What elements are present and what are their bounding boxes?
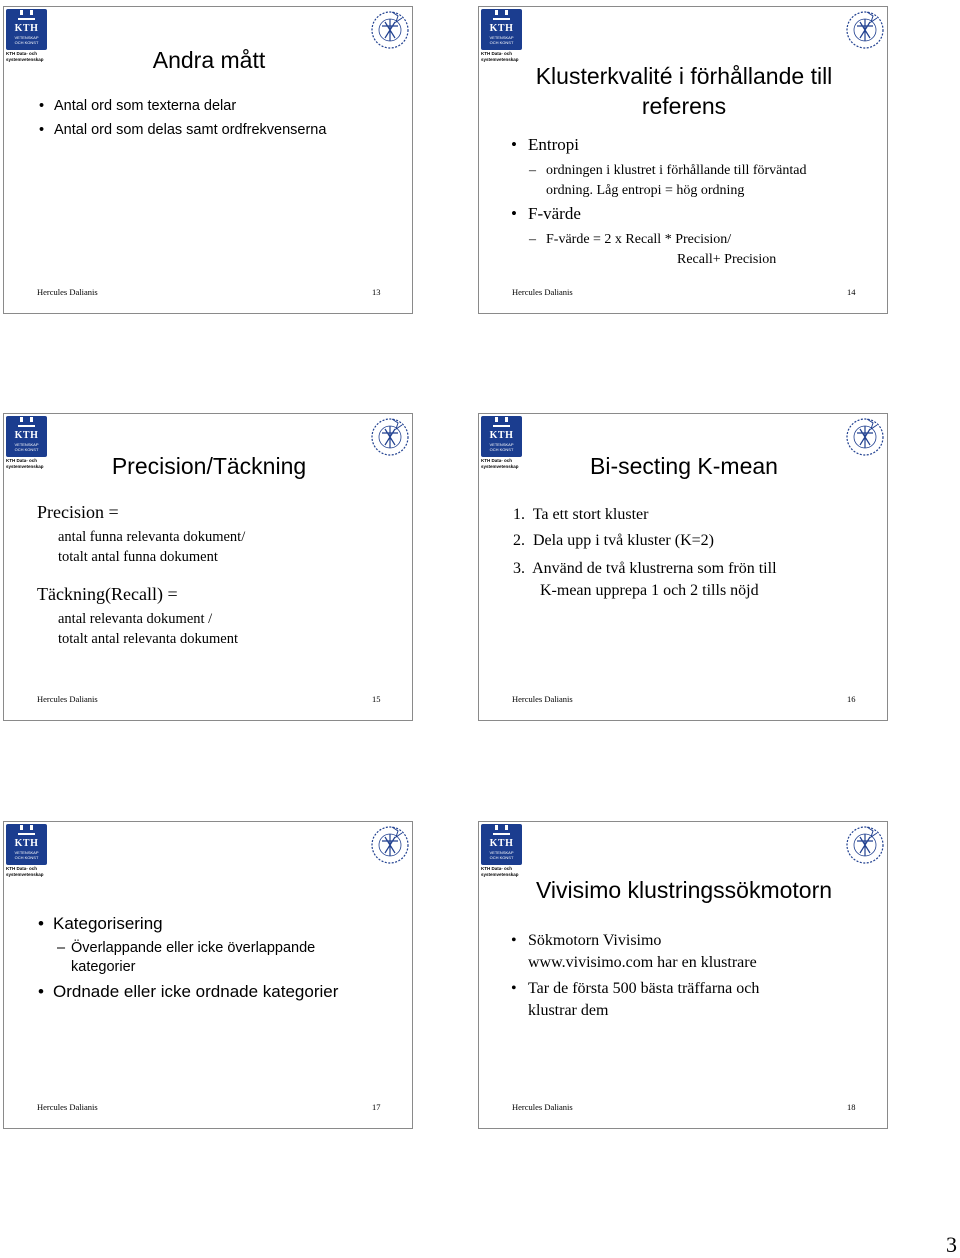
slide-14	[478, 6, 888, 314]
slide-number: 15	[372, 694, 381, 704]
slide-16	[478, 413, 888, 721]
footer-author: Hercules Dalianis	[37, 1102, 98, 1112]
slide-number: 13	[372, 287, 381, 297]
university-seal-icon	[370, 10, 410, 50]
bullet-item: • Antal ord som delas samt ordfrekvenserna	[54, 122, 326, 138]
bullet-item: • Kategorisering	[53, 914, 163, 934]
slide-number: 17	[372, 1102, 381, 1112]
sub-bullet-item: – Överlappande eller icke överlappande kategorier	[57, 940, 316, 975]
kth-logo-icon: KTH VETENSKAP OCH KONST	[481, 416, 522, 457]
bullet-item: • Entropi	[511, 135, 579, 154]
bullet-item: • Ordnade eller icke ordnade kategorier	[53, 982, 338, 1002]
footer-author: Hercules Dalianis	[37, 287, 98, 297]
slide-17	[3, 821, 413, 1129]
kth-logo-icon: KTH VETENSKAP OCH KONST	[6, 824, 47, 865]
department-label: KTH Data- och systemvetenskap	[6, 51, 44, 62]
university-seal-icon	[370, 825, 410, 865]
department-label: KTH Data- och systemvetenskap	[6, 866, 44, 877]
sub-bullet-item: – F-värde = 2 x Recall * Precision/ Recall+ Precision	[529, 232, 777, 267]
slide-title: Vivisimo klustringssökmotorn	[535, 877, 833, 903]
slide-number: 16	[847, 694, 856, 704]
kth-logo-icon: KTH VETENSKAP OCH KONST	[6, 416, 47, 457]
slide-18	[478, 821, 888, 1129]
bullet-item: • Sökmotorn Vivisimo www.vivisimo.com har en klustrare	[511, 932, 757, 971]
university-seal-icon	[845, 825, 885, 865]
kth-logo-icon: KTH VETENSKAP OCH KONST	[481, 9, 522, 50]
footer-author: Hercules Dalianis	[512, 694, 573, 704]
precision-definition: antal funna relevanta dokument/ totalt antal funna dokument	[58, 529, 246, 565]
university-seal-icon	[845, 10, 885, 50]
kth-logo-icon: KTH VETENSKAP OCH KONST	[481, 824, 522, 865]
footer-author: Hercules Dalianis	[512, 287, 573, 297]
slide-title: Bi-secting K-mean	[590, 453, 778, 479]
recall-label: Täckning(Recall) =	[37, 584, 178, 604]
footer-author: Hercules Dalianis	[512, 1102, 573, 1112]
footer-author: Hercules Dalianis	[37, 694, 98, 704]
slide-number: 14	[847, 287, 856, 297]
slide-title: Andra mått	[152, 47, 266, 73]
bullet-item: • F-värde	[511, 204, 581, 223]
department-label: KTH Data- och systemvetenskap	[481, 51, 519, 62]
department-label: KTH Data- och systemvetenskap	[481, 866, 519, 877]
bullet-item: • Tar de första 500 bästa träffarna och klustrar dem	[511, 980, 760, 1019]
slide-title: Klusterkvalité i förhållande till referens	[535, 63, 833, 119]
sub-bullet-item: – ordningen i klustret i förhållande till förväntad ordning. Låg entropi = hög ordning	[529, 163, 807, 198]
department-label: KTH Data- och systemvetenskap	[481, 458, 519, 469]
bullet-item: • Antal ord som texterna delar	[54, 98, 236, 114]
kth-logo-icon: KTH VETENSKAP OCH KONST	[6, 9, 47, 50]
slide-title: Precision/Täckning	[111, 453, 307, 479]
recall-definition: antal relevanta dokument / totalt antal relevanta dokument	[58, 611, 238, 647]
page-number: 3	[946, 1232, 957, 1257]
numbered-item: 1. Ta ett stort kluster	[513, 506, 649, 523]
numbered-item: 2. Dela upp i två kluster (K=2)	[513, 532, 714, 549]
slide-number: 18	[847, 1102, 856, 1112]
department-label: KTH Data- och systemvetenskap	[6, 458, 44, 469]
slide-15	[3, 413, 413, 721]
precision-label: Precision =	[37, 502, 119, 522]
slide-13	[3, 6, 413, 314]
numbered-item: 3. Använd de två klustrerna som frön till K-mean upprepa 1 och 2 tills nöjd	[513, 560, 777, 599]
